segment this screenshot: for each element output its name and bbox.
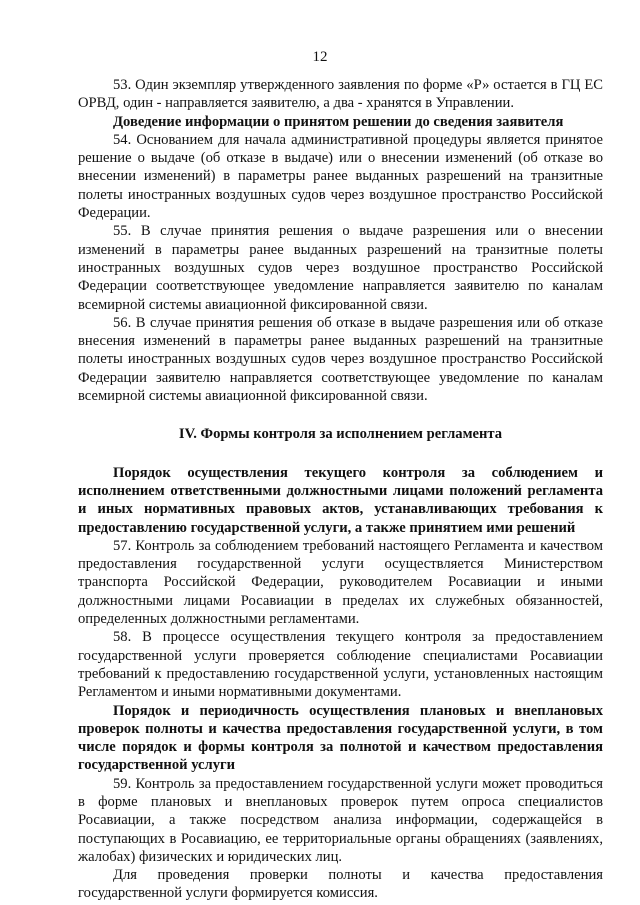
paragraph-54: 54. Основанием для начала административной процедуры является принятое решение о выдаче (об отказе в выдаче) или о внесении изменений (об отказе во внесении изменений) в параметры ранее выданных разрешений на транзитные полеты иностранных воздушных судов через воздушное пространство Российской Федерации. — [78, 131, 603, 222]
document-body — [78, 76, 603, 903]
page-number: 12 — [312, 49, 328, 65]
paragraph-commission: Для проведения проверки полноты и качества предоставления государственной услуги формируется комиссия. — [78, 867, 603, 902]
paragraph-56: 56. В случае принятия решения об отказе в выдаче разрешения или об отказе внесения изменений в параметры ранее выданных разрешений на транзитные полеты иностранных воздушных судов через воздушное пространство Российской Федерации заявителю направляется соответствующее уведомление по каналам всемирной системы авиационной фиксированной связи. — [78, 314, 603, 405]
paragraph-58: 58. В процессе осуществления текущего контроля за предоставлением государственной услуги проверяется соблюдение специалистами Росавиации требований к предоставлению государственной услуги, установленных настоящим Регламентом и иными нормативными документами. — [78, 629, 603, 701]
paragraph-55: 55. В случае принятия решения о выдаче разрешения или о внесении изменений в параметры ранее выданных разрешений на транзитные полеты иностранных воздушных судов через воздушное пространство Российской Федерации соответствующее уведомление направляется заявителю по каналам всемирной системы авиационной фиксированной связи. — [78, 223, 603, 313]
paragraph-53: 53. Один экземпляр утвержденного заявления по форме «Р» остается в ГЦ ЕС ОРВД, один - направляется заявителю, а два - хранятся в Управлении. — [78, 77, 603, 112]
section-heading-iv: IV. Формы контроля за исполнением регламента — [178, 426, 503, 443]
subheading-inspections: Порядок и периодичность осуществления плановых и внеплановых проверок полноты и качества предоставления государственной услуги, в том числе порядок и формы контроля за полнотой и качеством предоставления государственной услуги — [78, 702, 603, 774]
subheading-decision-notification: Доведение информации о принятом решении до сведения заявителя — [113, 113, 564, 130]
paragraph-57: 57. Контроль за соблюдением требований настоящего Регламента и качеством предоставления государственной услуги осуществляется Министерством транспорта Российской Федерации, руководителем Росавиации и иными должностными лицами Росавиации в пределах их служебных обязанностей, определенных должностными регламентами. — [78, 537, 603, 628]
paragraph-59: 59. Контроль за предоставлением государственной услуги может проводиться в форме плановых и внеплановых проверок путем опроса специалистов Росавиации, а также посредством анализа информации, содержащейся в поступающих в Росавиацию, ее территориальные органы обращениях (заявлениях, жалобах) физических и юридических лиц. — [78, 775, 603, 865]
subheading-current-control: Порядок осуществления текущего контроля за соблюдением и исполнением ответственными должностными лицами положений регламента и иных нормативных правовых актов, устанавливающих требования к предоставлению государственной услуги, а также принятием ими решений — [78, 464, 603, 536]
